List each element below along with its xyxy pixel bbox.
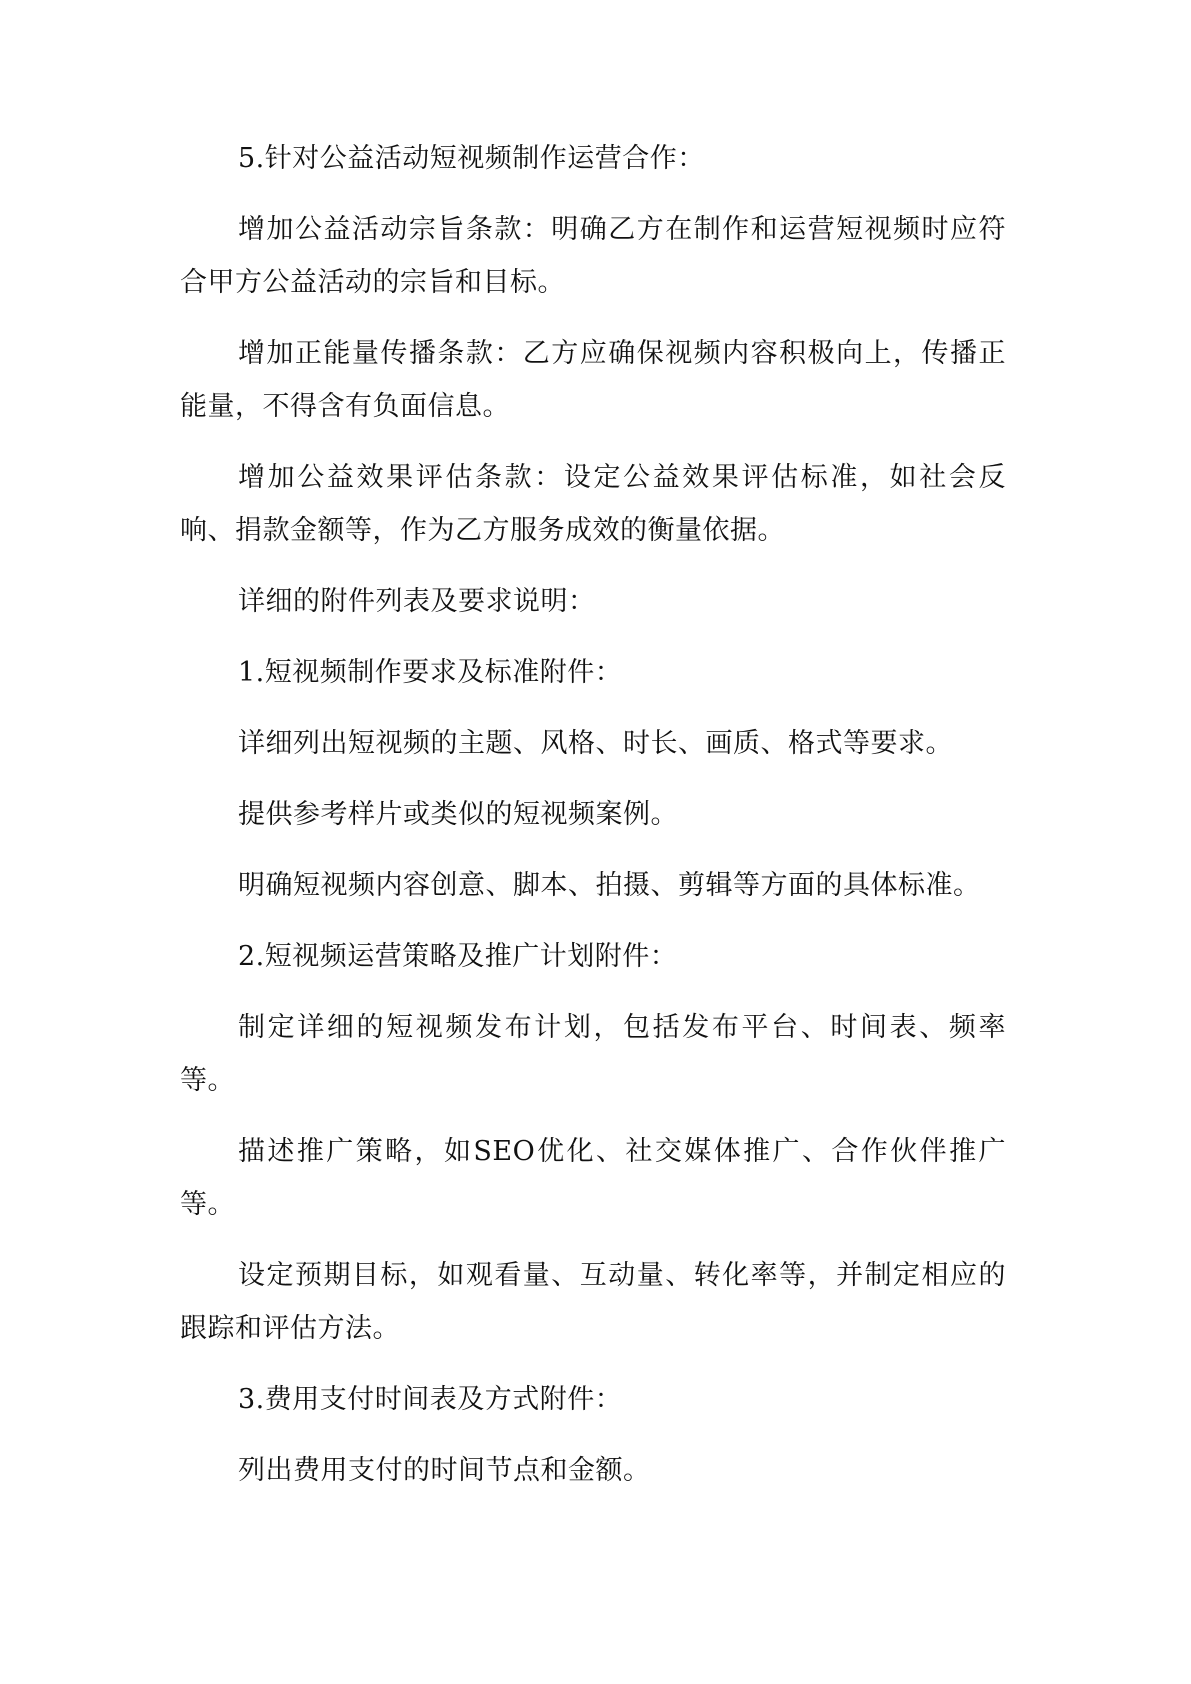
paragraph-positive-energy-clause: 增加正能量传播条款：乙方应确保视频内容积极向上，传播正能量，不得含有负面信息。 — [180, 338, 1006, 422]
paragraph-attachment-1-item-2: 提供参考样片或类似的短视频案例。 — [238, 799, 678, 830]
paragraph-attachment-3-item-1: 列出费用支付的时间节点和金额。 — [238, 1455, 651, 1486]
paragraph-attachment-1-heading: 1.短视频制作要求及标准附件： — [238, 657, 623, 688]
paragraph-attachment-2-item-1: 制定详细的短视频发布计划，包括发布平台、时间表、频率等。 — [180, 1012, 1006, 1096]
paragraph-effect-evaluation-clause: 增加公益效果评估条款：设定公益效果评估标准，如社会反响、捐款金额等，作为乙方服务成效的衡量依据。 — [180, 462, 1006, 546]
paragraph-attachment-list-heading: 详细的附件列表及要求说明： — [238, 586, 596, 617]
paragraph-attachment-3-heading: 3.费用支付时间表及方式附件： — [238, 1384, 623, 1415]
paragraph-section-5-heading: 5.针对公益活动短视频制作运营合作： — [238, 143, 705, 174]
paragraph-attachment-1-item-1: 详细列出短视频的主题、风格、时长、画质、格式等要求。 — [238, 728, 953, 759]
paragraph-attachment-2-item-2: 描述推广策略，如SEO优化、社交媒体推广、合作伙伴推广等。 — [180, 1136, 1006, 1220]
paragraph-attachment-2-heading: 2.短视频运营策略及推广计划附件： — [238, 941, 678, 972]
paragraph-attachment-2-item-3: 设定预期目标，如观看量、互动量、转化率等，并制定相应的跟踪和评估方法。 — [180, 1260, 1006, 1344]
paragraph-purpose-clause: 增加公益活动宗旨条款：明确乙方在制作和运营短视频时应符合甲方公益活动的宗旨和目标。 — [180, 214, 1006, 298]
document-body — [180, 132, 1006, 1515]
paragraph-attachment-1-item-3: 明确短视频内容创意、脚本、拍摄、剪辑等方面的具体标准。 — [238, 870, 981, 901]
